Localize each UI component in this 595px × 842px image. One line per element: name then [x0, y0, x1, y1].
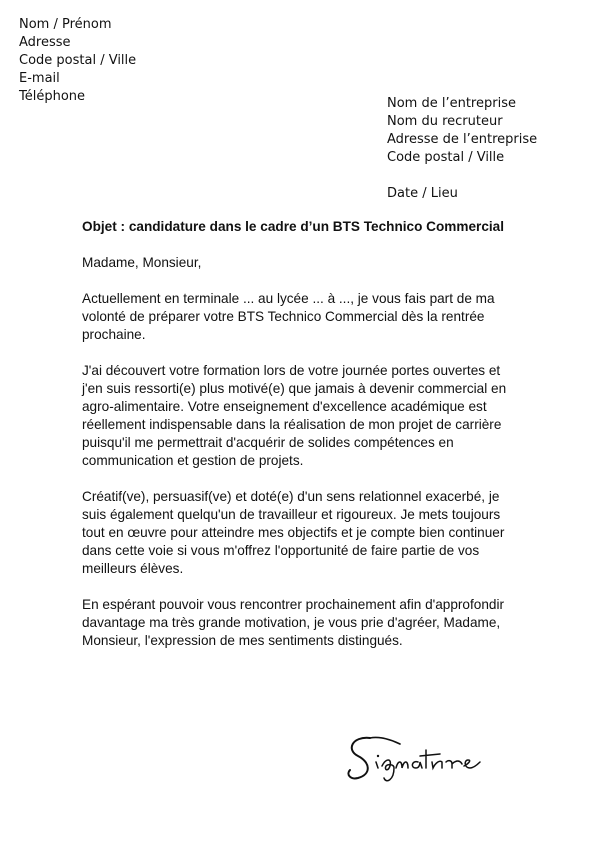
sender-block: [19, 16, 136, 106]
recipient-company: Nom de l’entreprise: [387, 96, 516, 111]
sender-email: E-mail: [19, 71, 60, 86]
signature: [340, 728, 490, 793]
paragraph-intro: Actuellement en terminale ... au lycée ... à ..., je vous fais part de ma volonté de préparer votre BTS Technico Commercial dès la rentrée prochaine.: [82, 291, 495, 342]
sender-phone: Téléphone: [19, 89, 86, 104]
sender-address: Adresse: [19, 35, 71, 50]
paragraph-closing: En espérant pouvoir vous rencontrer prochainement afin d'approfondir davantage ma très grande motivation, je vous prie d'agréer, Madame, Monsieur, l'expression de mes sentiments distingués.: [82, 597, 504, 648]
paragraph-motivation: J'ai découvert votre formation lors de votre journée portes ouvertes et j'en suis ressorti(e) plus motivé(e) que jamais à devenir commercial en agro-alimentaire. Votre enseignement d'excellence académique est réellement indispensable dans la réalisation de mon projet de carrière puisqu'il me permettrait d'acquérir de solides compétences en communication et gestion de projets.: [82, 363, 507, 468]
signature-graphic: [340, 728, 490, 788]
recipient-postal-city: Code postal / Ville: [387, 150, 505, 165]
recipient-block: [387, 95, 537, 203]
sender-name: Nom / Prénom: [19, 17, 112, 32]
recipient-recruiter: Nom du recruteur: [387, 114, 503, 129]
date-place: Date / Lieu: [387, 186, 458, 201]
salutation: Madame, Monsieur,: [82, 255, 202, 270]
subject-line: Objet : candidature dans le cadre d’un BTS Technico Commercial: [82, 219, 505, 234]
sender-postal-city: Code postal / Ville: [19, 53, 137, 68]
letter-body: [82, 218, 510, 668]
recipient-address: Adresse de l’entreprise: [387, 132, 538, 147]
paragraph-qualities: Créatif(ve), persuasif(ve) et doté(e) d'un sens relationnel exacerbé, je suis également quelqu'un de travailleur et rigoureux. Je mets toujours tout en œuvre pour atteindre mes objectifs et je compte bien continuer dans cette voie si vous m'offrez l'opportunité de faire partie de vos meilleurs élèves.: [82, 489, 505, 576]
